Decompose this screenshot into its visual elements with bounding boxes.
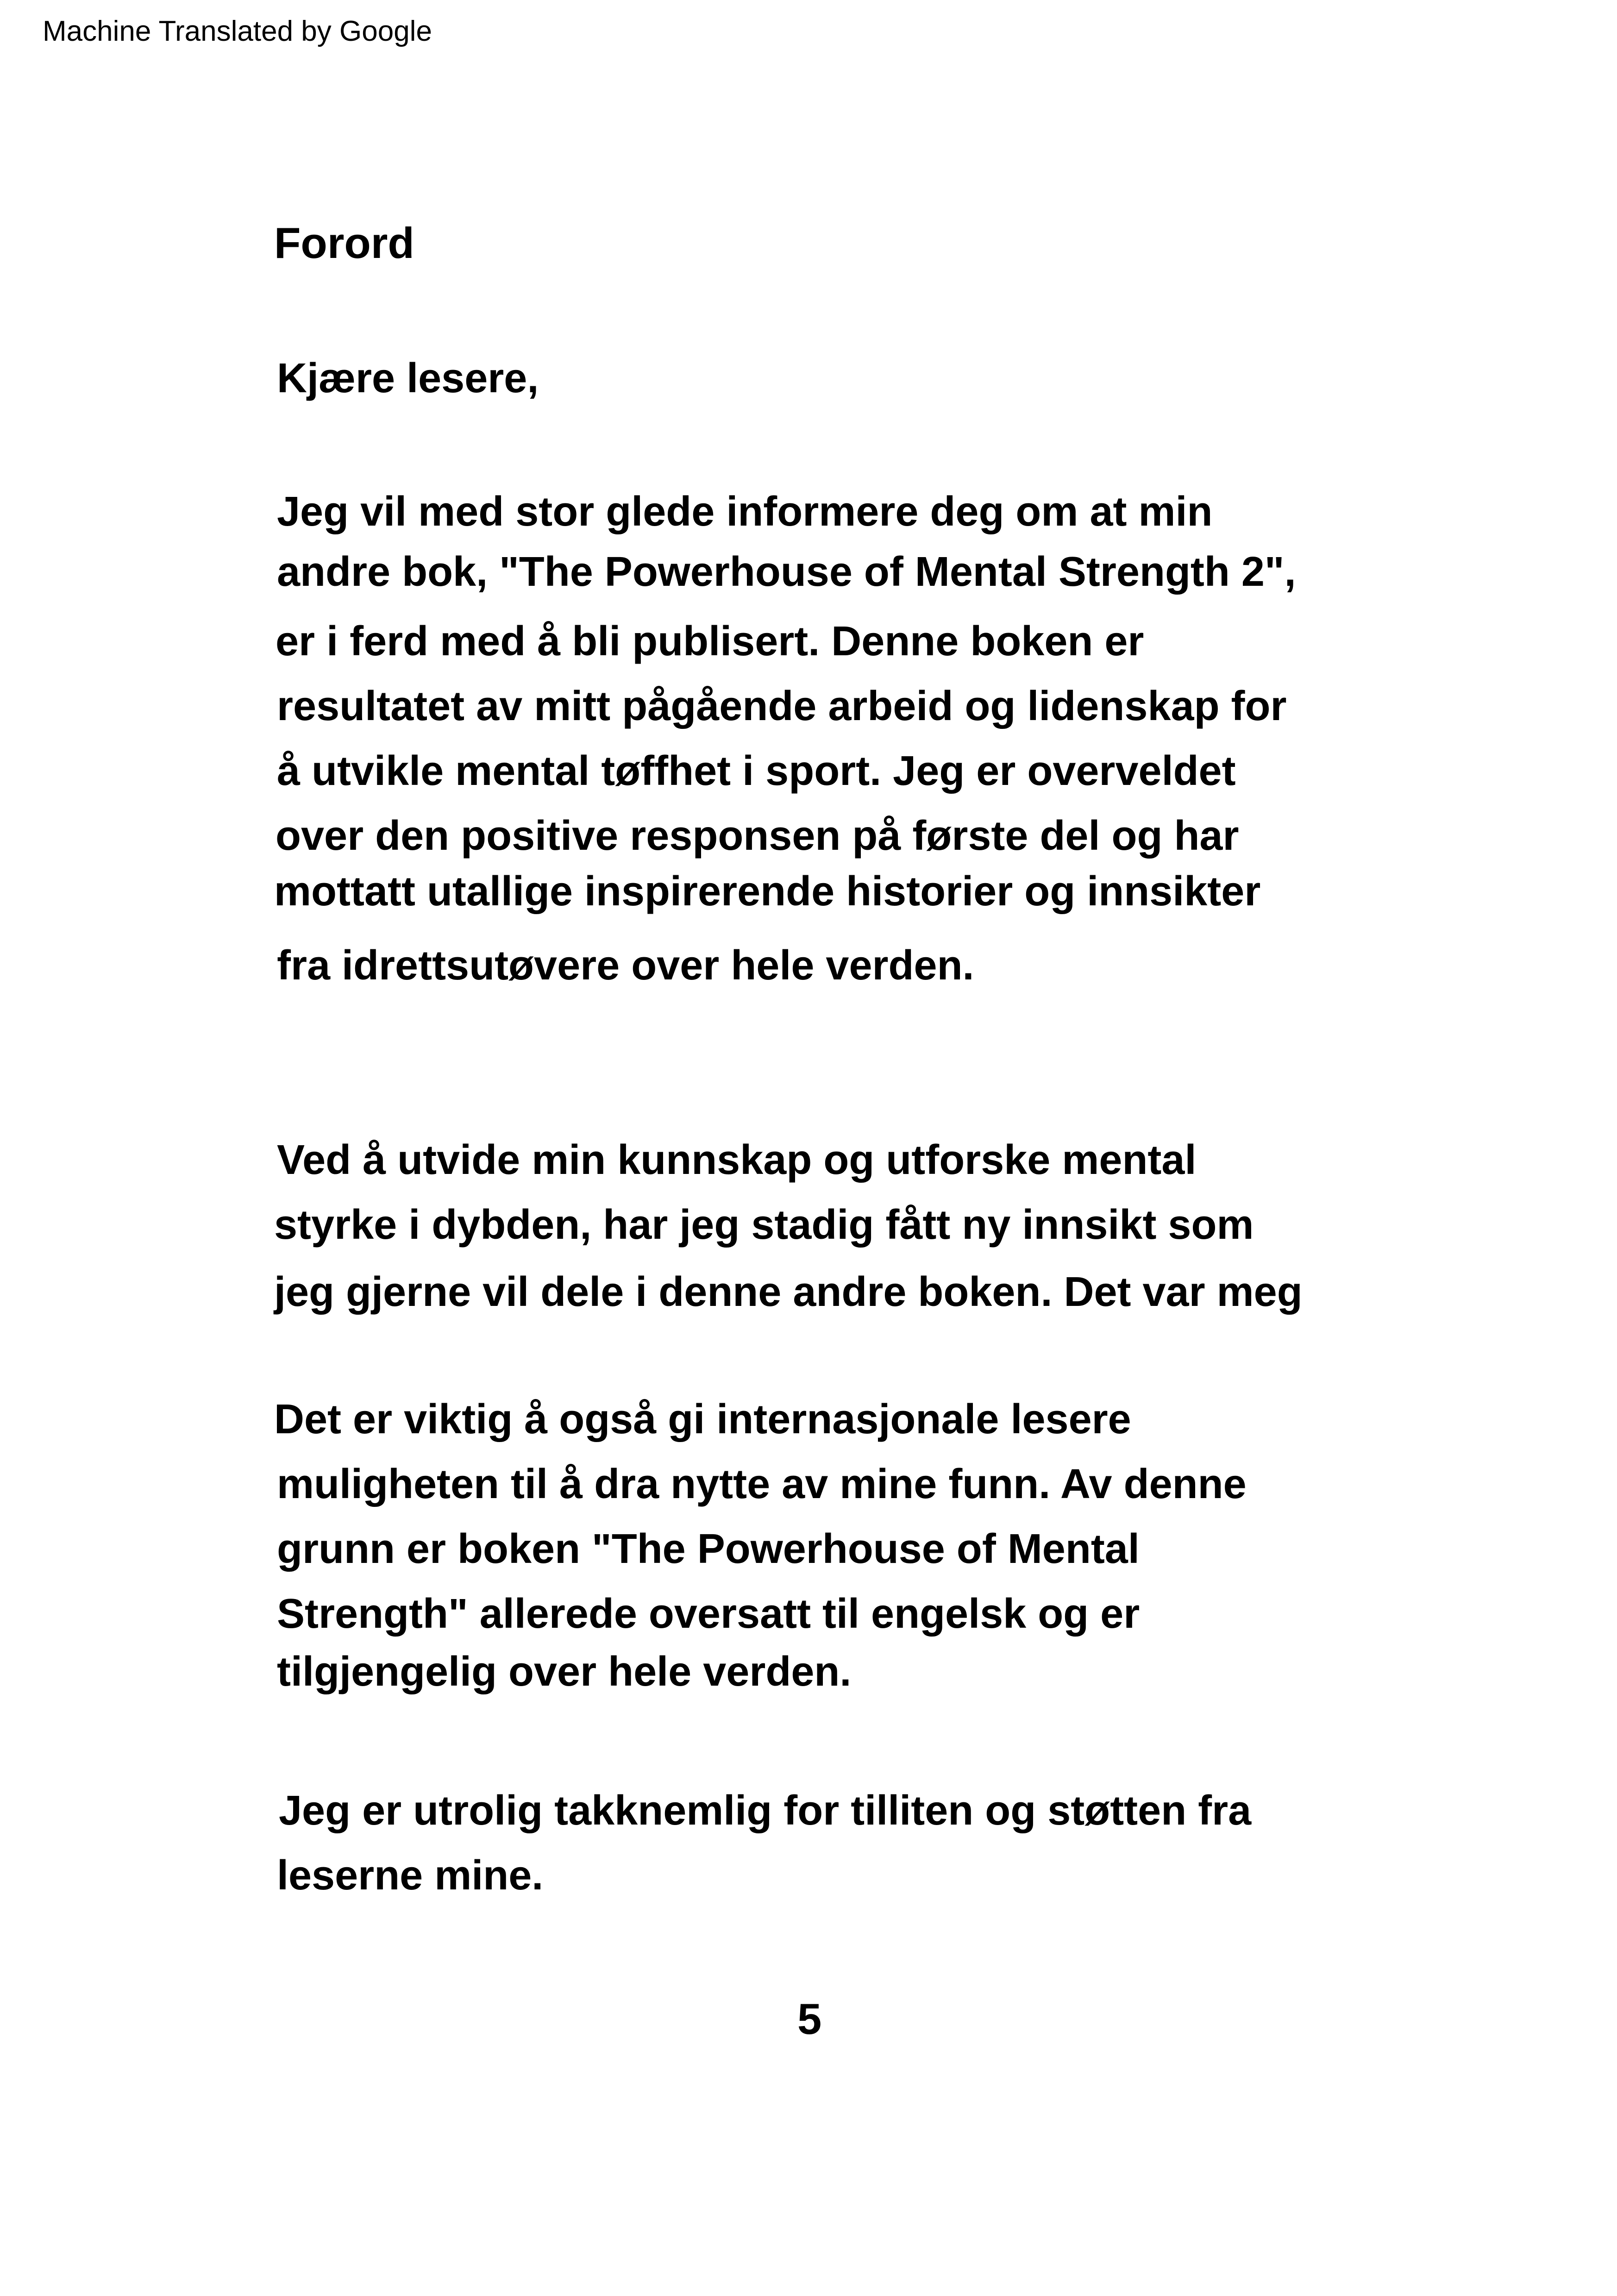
paragraph-line: Jeg vil med stor glede informere deg om at min [277,489,1213,535]
paragraph-line: jeg gjerne vil dele i denne andre boken. Det var meg [274,1269,1303,1315]
salutation: Kjære lesere, [277,355,539,401]
paragraph-line: muligheten til å dra nytte av mine funn. Av denne [277,1461,1247,1507]
page-title: Forord [274,219,414,267]
paragraph-line: Jeg er utrolig takknemlig for tilliten og støtten fra [279,1788,1252,1834]
paragraph-line: å utvikle mental tøffhet i sport. Jeg er overveldet [277,748,1236,794]
paragraph-line: grunn er boken "The Powerhouse of Mental [277,1526,1140,1572]
machine-translation-banner: Machine Translated by Google [43,15,432,47]
paragraph-line: Det er viktig å også gi internasjonale lesere [274,1396,1131,1443]
paragraph-line: over den positive responsen på første del og har [276,813,1239,859]
paragraph-line: Strength" allerede oversatt til engelsk og er [277,1591,1140,1637]
paragraph-line: resultatet av mitt pågående arbeid og lidenskap for [277,683,1287,729]
paragraph-line: styrke i dybden, har jeg stadig fått ny innsikt som [274,1202,1254,1248]
paragraph-line: er i ferd med å bli publisert. Denne boken er [276,618,1144,665]
paragraph-line: tilgjengelig over hele verden. [277,1649,852,1695]
paragraph-line: fra idrettsutøvere over hele verden. [277,942,974,989]
paragraph-line: leserne mine. [277,1852,544,1899]
paragraph-line: andre bok, "The Powerhouse of Mental Strength 2", [277,549,1296,595]
paragraph-line: mottatt utallige inspirerende historier og innsikter [274,868,1261,915]
paragraph-line: Ved å utvide min kunnskap og utforske mental [277,1137,1197,1183]
page-number: 5 [797,1995,822,2043]
